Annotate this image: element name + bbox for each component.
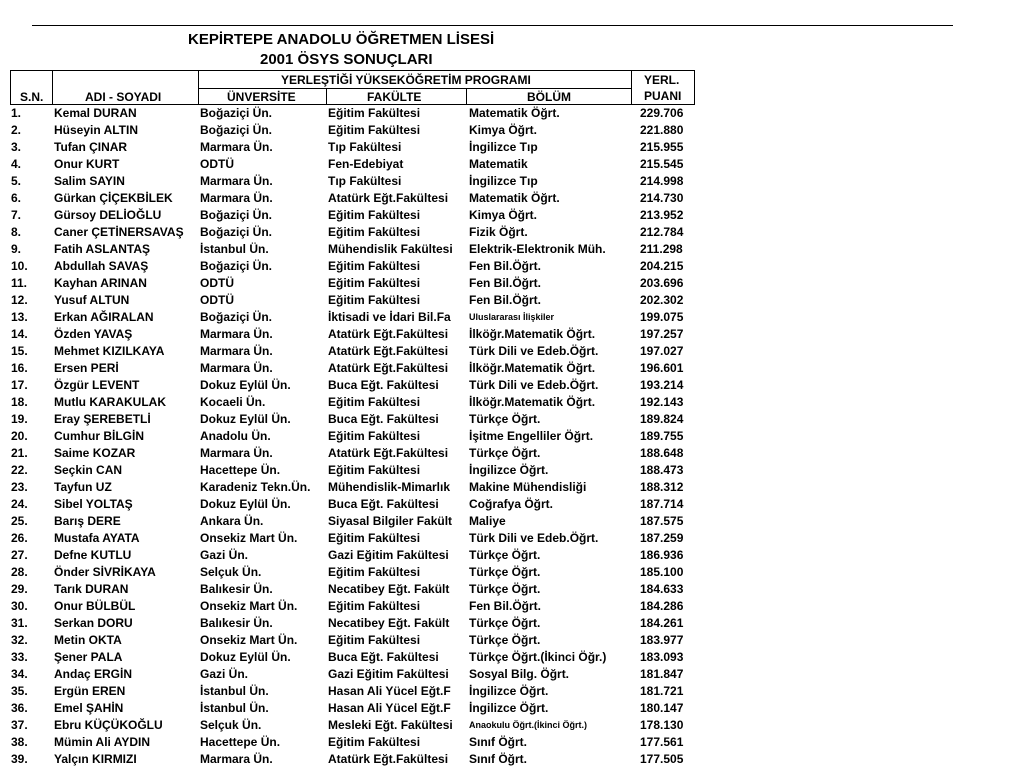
row-faculty: Siyasal Bilgiler Fakült [328,514,453,528]
row-name: Özgür LEVENT [54,378,140,392]
row-faculty: Mesleki Eğt. Fakültesi [328,718,453,732]
row-sn: 8. [11,225,22,239]
row-university: Anadolu Ün. [200,429,271,443]
table-row [0,563,1024,580]
header-score-line1: YERL. [644,73,680,87]
row-department: Türkçe Öğrt. [469,548,541,562]
table-row [0,308,1024,325]
row-department: Kimya Öğrt. [469,123,538,137]
row-faculty: Buca Eğt. Fakültesi [328,378,439,392]
row-name: Önder SİVRİKAYA [54,565,156,579]
row-department: Makine Mühendisliği [469,480,587,494]
row-university: İstanbul Ün. [200,701,269,715]
header-faculty: FAKÜLTE [367,90,422,104]
row-university: Boğaziçi Ün. [200,259,273,273]
row-score: 177.561 [640,735,684,749]
row-name: Salim SAYIN [54,174,125,188]
row-sn: 6. [11,191,22,205]
row-faculty: Necatibey Eğt. Fakült [328,582,450,596]
row-sn: 7. [11,208,22,222]
row-name: Seçkin CAN [54,463,123,477]
table-row [0,240,1024,257]
row-name: Ergün EREN [54,684,126,698]
row-university: Selçuk Ün. [200,565,262,579]
row-university: Marmara Ün. [200,174,273,188]
row-score: 185.100 [640,565,684,579]
row-department: İlköğr.Matematik Öğrt. [469,327,596,341]
table-row [0,512,1024,529]
row-name: Ersen PERİ [54,361,119,375]
table-row [0,359,1024,376]
row-department: İşitme Engelliler Öğrt. [469,429,594,443]
row-sn: 33. [11,650,28,664]
top-rule [32,25,953,26]
row-name: Emel ŞAHİN [54,701,124,715]
row-university: ODTÜ [200,293,234,307]
row-score: 189.824 [640,412,684,426]
row-department: Türk Dili ve Edeb.Öğrt. [469,378,599,392]
row-sn: 14. [11,327,28,341]
row-sn: 15. [11,344,28,358]
row-department: Matematik Öğrt. [469,191,560,205]
row-name: Gürsoy DELİOĞLU [54,208,162,222]
row-sn: 25. [11,514,28,528]
table-row [0,138,1024,155]
header-department: BÖLÜM [527,90,571,104]
row-department: Türkçe Öğrt. [469,616,541,630]
row-university: Hacettepe Ün. [200,463,281,477]
table-row [0,206,1024,223]
row-score: 215.545 [640,157,684,171]
row-sn: 3. [11,140,22,154]
row-university: Hacettepe Ün. [200,735,281,749]
row-name: Sibel YOLTAŞ [54,497,133,511]
row-score: 193.214 [640,378,684,392]
row-university: Marmara Ün. [200,446,273,460]
row-faculty: İktisadi ve İdari Bil.Fa [328,310,451,324]
row-faculty: Gazi Eğitim Fakültesi [328,548,449,562]
row-university: Ankara Ün. [200,514,264,528]
row-name: Yalçın KIRMIZI [54,752,137,766]
row-department: İlköğr.Matematik Öğrt. [469,395,596,409]
row-name: Gürkan ÇİÇEKBİLEK [54,191,173,205]
row-university: Kocaeli Ün. [200,395,266,409]
row-university: Boğaziçi Ün. [200,106,273,120]
row-name: Abdullah SAVAŞ [54,259,149,273]
table-row [0,682,1024,699]
row-sn: 21. [11,446,28,460]
row-score: 203.696 [640,276,684,290]
row-name: Serkan DORU [54,616,133,630]
table-row [0,580,1024,597]
table-row [0,172,1024,189]
row-score: 181.721 [640,684,684,698]
row-faculty: Tıp Fakültesi [328,174,402,188]
row-score: 186.936 [640,548,684,562]
row-department: Fen Bil.Öğrt. [469,259,541,273]
row-department: Türkçe Öğrt.(İkinci Öğr.) [469,650,607,664]
row-faculty: Eğitim Fakültesi [328,395,421,409]
table-row [0,376,1024,393]
row-department: Sınıf Öğrt. [469,735,527,749]
row-faculty: Eğitim Fakültesi [328,225,421,239]
row-score: 181.847 [640,667,684,681]
row-sn: 30. [11,599,28,613]
row-faculty: Atatürk Eğt.Fakültesi [328,361,449,375]
row-faculty: Buca Eğt. Fakültesi [328,412,439,426]
row-university: Marmara Ün. [200,327,273,341]
row-name: Ebru KÜÇÜKOĞLU [54,718,163,732]
row-sn: 28. [11,565,28,579]
row-score: 197.257 [640,327,684,341]
row-faculty: Atatürk Eğt.Fakültesi [328,344,449,358]
row-score: 187.714 [640,497,684,511]
row-score: 229.706 [640,106,684,120]
row-name: Caner ÇETİNERSAVAŞ [54,225,184,239]
row-university: Karadeniz Tekn.Ün. [200,480,311,494]
row-faculty: Eğitim Fakültesi [328,429,421,443]
row-university: Boğaziçi Ün. [200,123,273,137]
table-row [0,699,1024,716]
row-faculty: Eğitim Fakültesi [328,106,421,120]
row-name: Eray ŞEREBETLİ [54,412,151,426]
row-name: Kayhan ARINAN [54,276,147,290]
row-university: Dokuz Eylül Ün. [200,378,291,392]
row-university: Boğaziçi Ün. [200,310,273,324]
table-row [0,274,1024,291]
row-score: 215.955 [640,140,684,154]
row-university: Marmara Ün. [200,140,273,154]
row-name: Cumhur BİLGİN [54,429,144,443]
header-program-group: YERLEŞTİĞİ YÜKSEKÖĞRETİM PROGRAMI [281,73,531,87]
table-row [0,121,1024,138]
row-sn: 4. [11,157,22,171]
table-row [0,631,1024,648]
header-name: ADI - SOYADI [85,90,162,104]
table-row [0,427,1024,444]
row-university: ODTÜ [200,157,234,171]
row-score: 189.755 [640,429,684,443]
header-score-cell [631,70,695,105]
row-university: Gazi Ün. [200,667,249,681]
row-score: 214.730 [640,191,684,205]
row-score: 204.215 [640,259,684,273]
table-row [0,223,1024,240]
row-faculty: Eğitim Fakültesi [328,208,421,222]
row-university: Onsekiz Mart Ün. [200,599,298,613]
header-name-cell [52,70,199,105]
table-row [0,189,1024,206]
row-faculty: Tıp Fakültesi [328,140,402,154]
row-name: Yusuf ALTUN [54,293,130,307]
row-score: 183.093 [640,650,684,664]
row-faculty: Atatürk Eğt.Fakültesi [328,446,449,460]
row-university: Selçuk Ün. [200,718,262,732]
row-score: 212.784 [640,225,684,239]
row-university: İstanbul Ün. [200,684,269,698]
row-university: Dokuz Eylül Ün. [200,650,291,664]
row-department: Sosyal Bilg. Öğrt. [469,667,570,681]
row-sn: 18. [11,395,28,409]
row-name: Defne KUTLU [54,548,132,562]
row-department: Sınıf Öğrt. [469,752,527,766]
row-name: Tarık DURAN [54,582,129,596]
row-faculty: Eğitim Fakültesi [328,276,421,290]
row-university: Gazi Ün. [200,548,249,562]
row-name: Onur KURT [54,157,120,171]
row-score: 187.259 [640,531,684,545]
row-department: Türk Dili ve Edeb.Öğrt. [469,531,599,545]
row-name: Şener PALA [54,650,123,664]
row-department: Elektrik-Elektronik Müh. [469,242,606,256]
row-score: 184.261 [640,616,684,630]
row-name: Andaç ERGİN [54,667,133,681]
table-row [0,257,1024,274]
row-sn: 12. [11,293,28,307]
table-row [0,529,1024,546]
row-department: Coğrafya Öğrt. [469,497,554,511]
row-score: 188.473 [640,463,684,477]
table-row [0,342,1024,359]
row-score: 214.998 [640,174,684,188]
row-department: Matematik Öğrt. [469,106,560,120]
row-faculty: Eğitim Fakültesi [328,599,421,613]
table-row [0,546,1024,563]
row-score: 177.505 [640,752,684,766]
table-row [0,393,1024,410]
row-faculty: Gazi Eğitim Fakültesi [328,667,449,681]
row-department: Anaokulu Öğrt.(İkinci Öğrt.) [469,720,588,730]
header-university-cell [198,88,327,105]
row-name: Mehmet KIZILKAYA [54,344,165,358]
row-score: 197.027 [640,344,684,358]
row-department: Maliye [469,514,506,528]
row-score: 192.143 [640,395,684,409]
row-university: Onsekiz Mart Ün. [200,531,298,545]
table-row [0,648,1024,665]
row-name: Mutlu KARAKULAK [54,395,166,409]
row-university: Marmara Ün. [200,752,273,766]
table-row [0,104,1024,121]
row-university: Boğaziçi Ün. [200,225,273,239]
row-name: Saime KOZAR [54,446,136,460]
row-sn: 2. [11,123,22,137]
row-sn: 10. [11,259,28,273]
table-row [0,733,1024,750]
row-department: Türkçe Öğrt. [469,412,541,426]
table-row [0,495,1024,512]
row-sn: 20. [11,429,28,443]
row-faculty: Eğitim Fakültesi [328,259,421,273]
row-department: İngilizce Tıp [469,140,538,154]
row-name: Mümin Ali AYDIN [54,735,151,749]
row-sn: 31. [11,616,28,630]
row-score: 180.147 [640,701,684,715]
row-score: 184.286 [640,599,684,613]
row-sn: 35. [11,684,28,698]
row-university: Balıkesir Ün. [200,616,273,630]
row-sn: 36. [11,701,28,715]
row-name: Kemal DURAN [54,106,137,120]
row-department: İlköğr.Matematik Öğrt. [469,361,596,375]
row-faculty: Eğitim Fakültesi [328,463,421,477]
row-faculty: Mühendislik-Mimarlık [328,480,451,494]
table-row [0,597,1024,614]
header-university: ÜNVERSİTE [227,90,296,104]
table-row [0,444,1024,461]
row-sn: 39. [11,752,28,766]
row-faculty: Atatürk Eğt.Fakültesi [328,191,449,205]
row-faculty: Eğitim Fakültesi [328,531,421,545]
table-row [0,478,1024,495]
row-sn: 5. [11,174,22,188]
results-table-body [0,104,1024,767]
row-sn: 26. [11,531,28,545]
row-faculty: Atatürk Eğt.Fakültesi [328,327,449,341]
row-name: Erkan AĞIRALAN [54,310,154,324]
row-department: Türkçe Öğrt. [469,565,541,579]
row-university: Boğaziçi Ün. [200,208,273,222]
row-department: İngilizce Öğrt. [469,684,549,698]
row-university: Balıkesir Ün. [200,582,273,596]
row-sn: 34. [11,667,28,681]
row-name: Onur BÜLBÜL [54,599,136,613]
row-sn: 1. [11,106,22,120]
row-sn: 27. [11,548,28,562]
table-row [0,461,1024,478]
row-department: Kimya Öğrt. [469,208,538,222]
row-faculty: Buca Eğt. Fakültesi [328,650,439,664]
row-name: Fatih ASLANTAŞ [54,242,150,256]
row-score: 202.302 [640,293,684,307]
row-department: Fen Bil.Öğrt. [469,599,541,613]
row-department: Matematik [469,157,528,171]
row-faculty: Eğitim Fakültesi [328,565,421,579]
row-score: 188.648 [640,446,684,460]
row-faculty: Mühendislik Fakültesi [328,242,453,256]
row-department: Türkçe Öğrt. [469,582,541,596]
row-sn: 19. [11,412,28,426]
row-department: Uluslararası İlişkiler [469,312,555,322]
table-row [0,716,1024,733]
row-faculty: Eğitim Fakültesi [328,293,421,307]
row-name: Mustafa AYATA [54,531,140,545]
table-row [0,291,1024,308]
row-sn: 29. [11,582,28,596]
row-department: İngilizce Tıp [469,174,538,188]
row-score: 188.312 [640,480,684,494]
row-department: Fen Bil.Öğrt. [469,276,541,290]
row-department: Türkçe Öğrt. [469,446,541,460]
header-faculty-cell [326,88,467,105]
row-score: 221.880 [640,123,684,137]
row-faculty: Eğitim Fakültesi [328,633,421,647]
row-name: Tufan ÇINAR [54,140,128,154]
table-row [0,614,1024,631]
row-department: İngilizce Öğrt. [469,701,549,715]
table-row [0,665,1024,682]
row-sn: 11. [11,276,28,290]
row-university: Dokuz Eylül Ün. [200,412,291,426]
row-sn: 24. [11,497,28,511]
row-score: 187.575 [640,514,684,528]
row-score: 211.298 [640,242,683,256]
header-program-group-cell [198,70,632,89]
row-faculty: Hasan Ali Yücel Eğt.F [328,701,451,715]
row-department: Fizik Öğrt. [469,225,528,239]
table-row [0,750,1024,767]
row-university: Marmara Ün. [200,344,273,358]
row-score: 178.130 [640,718,684,732]
row-faculty: Eğitim Fakültesi [328,123,421,137]
row-sn: 23. [11,480,28,494]
row-department: Türkçe Öğrt. [469,633,541,647]
table-row [0,325,1024,342]
row-department: Türk Dili ve Edeb.Öğrt. [469,344,599,358]
row-department: Fen Bil.Öğrt. [469,293,541,307]
row-sn: 9. [11,242,22,256]
row-faculty: Eğitim Fakültesi [328,735,421,749]
row-score: 213.952 [640,208,684,222]
row-sn: 17. [11,378,28,392]
row-name: Tayfun UZ [54,480,112,494]
row-university: Onsekiz Mart Ün. [200,633,298,647]
table-row [0,155,1024,172]
row-department: İngilizce Öğrt. [469,463,549,477]
header-department-cell [466,88,632,105]
row-sn: 16. [11,361,28,375]
row-faculty: Necatibey Eğt. Fakült [328,616,450,630]
row-score: 199.075 [640,310,684,324]
row-score: 184.633 [640,582,684,596]
row-sn: 37. [11,718,28,732]
row-name: Barış DERE [54,514,121,528]
header-sn-cell [10,70,53,105]
header-score-line2: PUANI [644,89,682,103]
row-sn: 32. [11,633,28,647]
row-university: İstanbul Ün. [200,242,269,256]
row-university: Marmara Ün. [200,191,273,205]
results-title: 2001 ÖSYS SONUÇLARI [260,51,433,68]
row-sn: 38. [11,735,28,749]
row-faculty: Hasan Ali Yücel Eğt.F [328,684,451,698]
header-sn: S.N. [20,90,44,104]
row-faculty: Atatürk Eğt.Fakültesi [328,752,449,766]
row-university: Marmara Ün. [200,361,273,375]
row-name: Metin OKTA [54,633,122,647]
row-sn: 13. [11,310,28,324]
school-title: KEPİRTEPE ANADOLU ÖĞRETMEN LİSESİ [188,31,495,48]
row-score: 183.977 [640,633,684,647]
row-faculty: Fen-Edebiyat [328,157,404,171]
row-score: 196.601 [640,361,684,375]
row-sn: 22. [11,463,28,477]
row-name: Özden YAVAŞ [54,327,133,341]
row-faculty: Buca Eğt. Fakültesi [328,497,439,511]
row-university: Dokuz Eylül Ün. [200,497,291,511]
row-university: ODTÜ [200,276,234,290]
table-row [0,410,1024,427]
row-name: Hüseyin ALTIN [54,123,139,137]
